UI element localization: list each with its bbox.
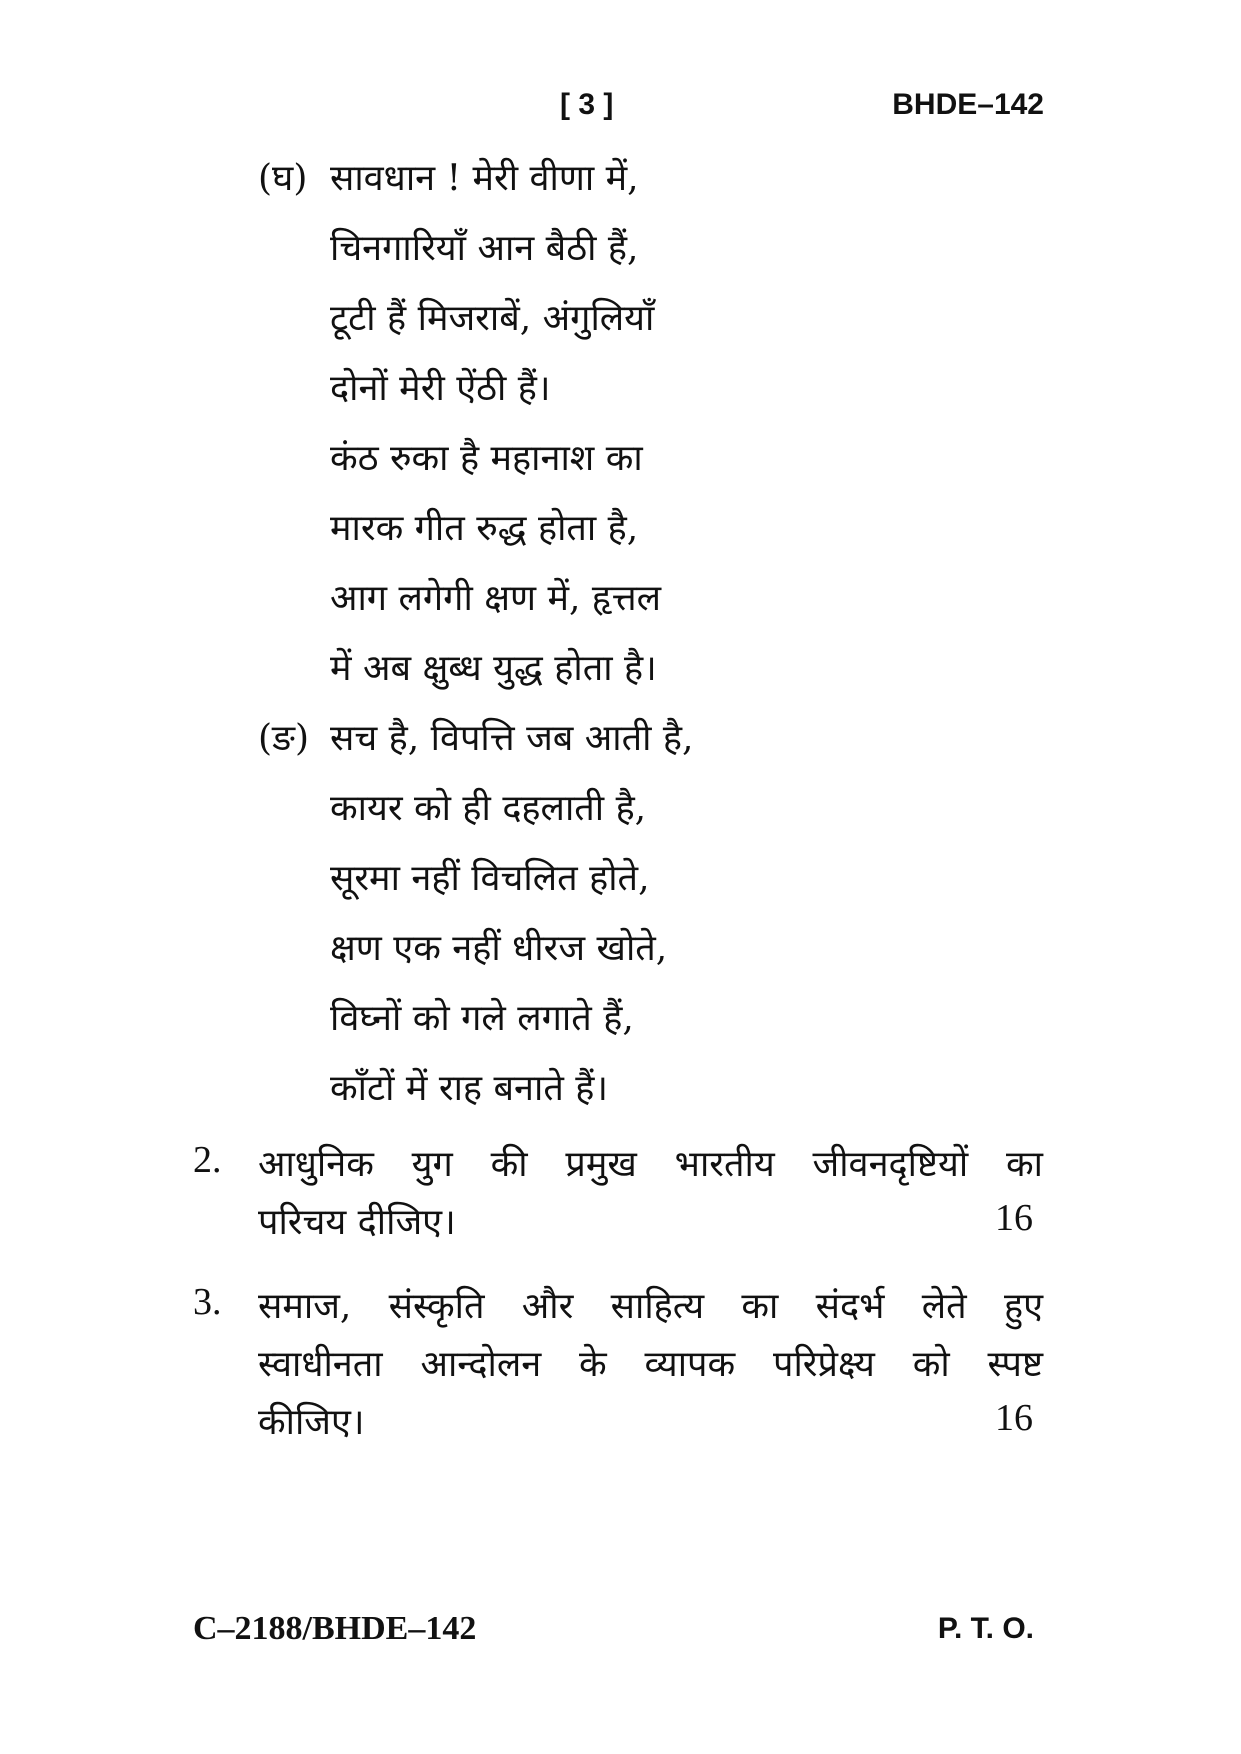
poem-line: में अब क्षुब्ध युद्ध होता है। [330, 648, 657, 689]
question-text-line: आधुनिक युग की प्रमुख भारतीय जीवनदृष्टियों का [258, 1144, 1043, 1185]
question-number: 2. [193, 1139, 222, 1181]
poem-line: सावधान ! मेरी वीणा में, [330, 158, 639, 199]
question-text-line: परिचय दीजिए। [258, 1202, 456, 1243]
question-number: 3. [193, 1281, 222, 1323]
footer-paper-code: C–2188/BHDE–142 [193, 1610, 477, 1647]
poem-line: कायर को ही दहलाती है, [330, 788, 647, 829]
poem-line: दोनों मेरी ऐंठी हैं। [330, 368, 551, 409]
question-text-line: स्वाधीनता आन्दोलन के व्यापक परिप्रेक्ष्य को स्पष्ट [258, 1344, 1043, 1385]
page-number: [ 3 ] [560, 88, 614, 121]
question-marks: 16 [995, 1397, 1033, 1439]
poem-line: आग लगेगी क्षण में, हृत्तल [330, 578, 661, 619]
poem-line: सच है, विपत्ति जब आती है, [330, 718, 694, 759]
question-text-line: समाज, संस्कृति और साहित्य का संदर्भ लेते हुए [258, 1286, 1043, 1327]
poem-line: क्षण एक नहीं धीरज खोते, [330, 928, 668, 969]
poem-line: चिनगारियाँ आन बैठी हैं, [330, 228, 639, 269]
passage-label: (ङ) [258, 718, 310, 759]
poem-line: विघ्नों को गले लगाते हैं, [330, 998, 634, 1039]
question-text-line: कीजिए। [258, 1402, 365, 1443]
poem-line: टूटी हैं मिजराबें, अंगुलियाँ [330, 298, 655, 339]
question-2 [193, 1138, 1043, 1258]
question-marks: 16 [995, 1197, 1033, 1239]
footer-pto: P. T. O. [937, 1612, 1034, 1645]
passage-label: (घ) [258, 158, 308, 199]
poem-line: काँटों में राह बनाते हैं। [330, 1068, 609, 1109]
poem-line: मारक गीत रुद्ध होता है, [330, 508, 639, 549]
paper-code: BHDE–142 [892, 88, 1044, 121]
question-3 [193, 1280, 1043, 1460]
poem-line: सूरमा नहीं विचलित होते, [330, 858, 650, 899]
poem-line: कंठ रुका है महानाश का [330, 438, 643, 479]
